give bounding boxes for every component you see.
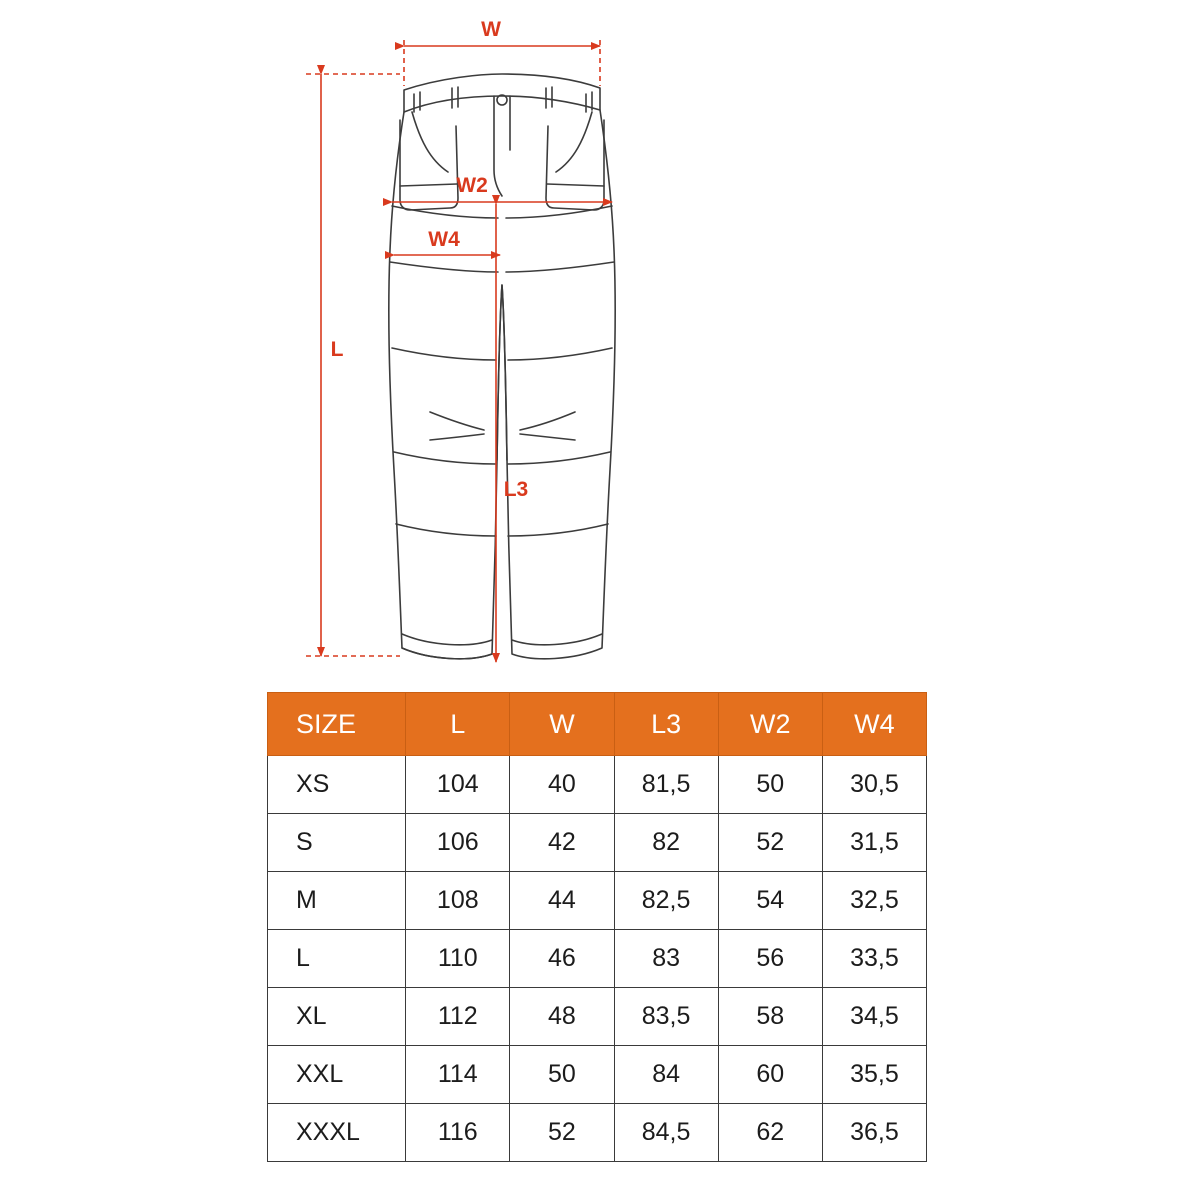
cell-w: 42 xyxy=(510,814,614,872)
table-row xyxy=(268,1104,927,1162)
table-header-l3: L3 xyxy=(614,693,718,756)
cell-size: L xyxy=(268,930,406,988)
dimension-lines xyxy=(306,40,612,662)
table-header-w4: W4 xyxy=(822,693,926,756)
cell-w2: 56 xyxy=(718,930,822,988)
cell-l3: 82,5 xyxy=(614,872,718,930)
dimension-label-w2: W2 xyxy=(456,174,488,197)
cell-w2: 52 xyxy=(718,814,822,872)
cell-w2: 54 xyxy=(718,872,822,930)
cell-size: XXL xyxy=(268,1046,406,1104)
cell-size: XXXL xyxy=(268,1104,406,1162)
cell-l3: 84,5 xyxy=(614,1104,718,1162)
dimension-label-l: L xyxy=(330,338,344,361)
cell-l: 106 xyxy=(406,814,510,872)
cell-w4: 35,5 xyxy=(822,1046,926,1104)
dimension-label-w4: W4 xyxy=(428,228,460,251)
cell-l: 104 xyxy=(406,756,510,814)
cell-w: 48 xyxy=(510,988,614,1046)
cell-l: 114 xyxy=(406,1046,510,1104)
cell-size: XS xyxy=(268,756,406,814)
trousers-illustration xyxy=(389,74,615,659)
cell-w2: 62 xyxy=(718,1104,822,1162)
table-row xyxy=(268,756,927,814)
cell-w4: 32,5 xyxy=(822,872,926,930)
cell-l3: 83,5 xyxy=(614,988,718,1046)
cell-w4: 34,5 xyxy=(822,988,926,1046)
dimension-label-w: W xyxy=(481,18,501,41)
cell-l: 116 xyxy=(406,1104,510,1162)
cell-size: S xyxy=(268,814,406,872)
table-header-l: L xyxy=(406,693,510,756)
cell-l: 112 xyxy=(406,988,510,1046)
table-row xyxy=(268,1046,927,1104)
size-table xyxy=(267,692,927,1162)
cell-l3: 81,5 xyxy=(614,756,718,814)
cell-l3: 82 xyxy=(614,814,718,872)
cell-l3: 83 xyxy=(614,930,718,988)
cell-w4: 33,5 xyxy=(822,930,926,988)
size-table-container xyxy=(267,692,927,1162)
cell-w: 46 xyxy=(510,930,614,988)
table-row xyxy=(268,930,927,988)
cell-w4: 31,5 xyxy=(822,814,926,872)
dimension-label-l3: L3 xyxy=(503,478,529,501)
cell-w: 52 xyxy=(510,1104,614,1162)
cell-w4: 30,5 xyxy=(822,756,926,814)
table-header-w2: W2 xyxy=(718,693,822,756)
table-header-w: W xyxy=(510,693,614,756)
cell-w2: 58 xyxy=(718,988,822,1046)
cell-w4: 36,5 xyxy=(822,1104,926,1162)
cell-w2: 50 xyxy=(718,756,822,814)
cell-w: 40 xyxy=(510,756,614,814)
table-row xyxy=(268,814,927,872)
table-header-row xyxy=(268,693,927,756)
table-row xyxy=(268,872,927,930)
cell-l: 108 xyxy=(406,872,510,930)
cell-l: 110 xyxy=(406,930,510,988)
cell-w2: 60 xyxy=(718,1046,822,1104)
cell-size: M xyxy=(268,872,406,930)
cell-l3: 84 xyxy=(614,1046,718,1104)
cell-w: 44 xyxy=(510,872,614,930)
table-header-size: SIZE xyxy=(268,693,406,756)
cell-w: 50 xyxy=(510,1046,614,1104)
table-row xyxy=(268,988,927,1046)
cell-size: XL xyxy=(268,988,406,1046)
